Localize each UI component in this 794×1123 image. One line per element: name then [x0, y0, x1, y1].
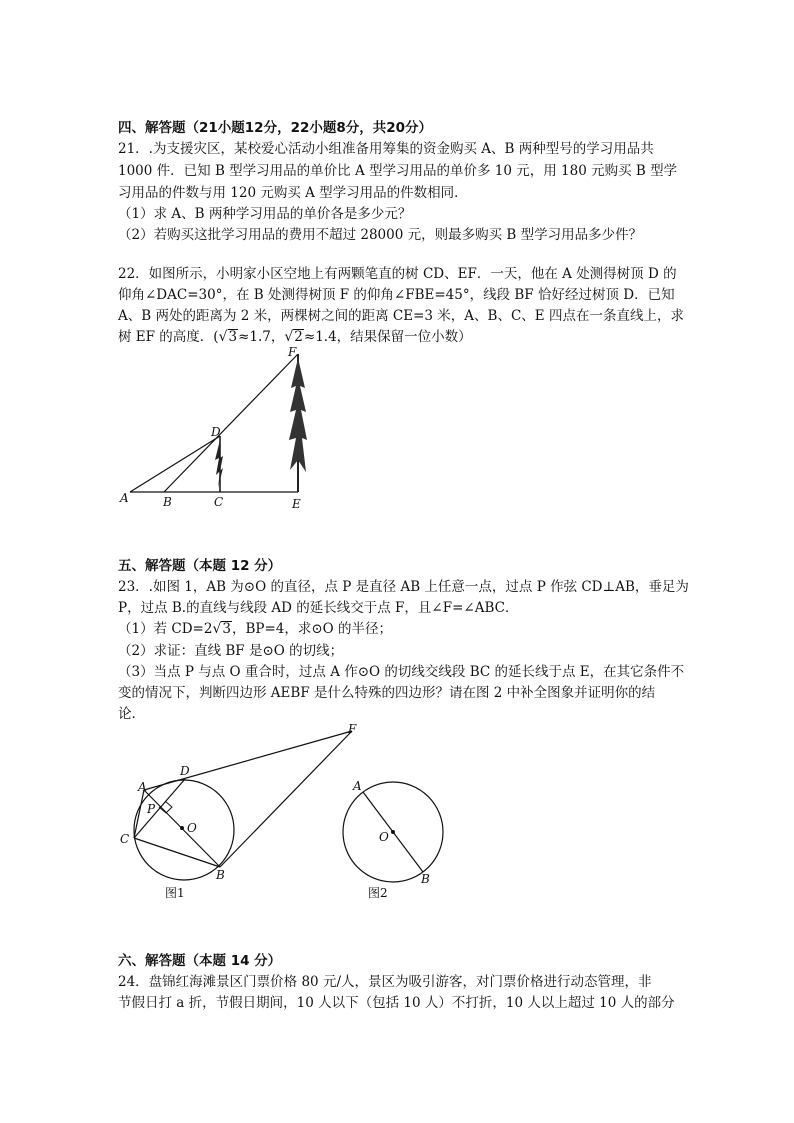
q23-part3-line2: 变的情况下，判断四边形 AEBF 是什么特殊的四边形？请在图 2 中补全图象并证明你的结: [118, 685, 656, 701]
q21-part1: （1）求 A、B 两种学习用品的单价各是多少元？: [118, 206, 412, 222]
q23-part3-line1: （3）当点 P 与点 O 重合时，过点 A 作⊙O 的切线交线段 BC 的延长线于点 E，在其它条件不: [118, 664, 685, 680]
q24-line1: 24．盘锦红海滩景区门票价格 80 元/人，景区为吸引游客，对门票价格进行动态管理，非: [118, 974, 652, 990]
q23-line1: 23．.如图 1，AB 为⊙O 的直径，点 P 是直径 AB 上任意一点，过点 P 作弦 CD⊥AB，垂足为: [118, 579, 689, 595]
section6-heading: 六、解答题（本题 14 分）: [118, 953, 282, 969]
q24-line2: 节假日打 a 折，节假日期间，10 人以下（包括 10 人）不打折，10 人以上超过 10 人的部分: [118, 995, 675, 1011]
q22-line3: A、B 两处的距离为 2 米，两棵树之间的距离 CE=3 米，A、B、C、E 四点在一条直线上，求: [118, 308, 684, 324]
figure1-caption: 图1: [165, 886, 185, 900]
tree-figure: [110, 340, 330, 515]
line-BF: [164, 354, 298, 492]
sqrt-sign: √: [212, 621, 222, 637]
tree-EF-foliage: [289, 358, 307, 472]
circle-figure-2: [335, 770, 465, 910]
sqrt-sign: √: [218, 329, 228, 345]
label-E: E: [292, 497, 301, 511]
label-A: A: [138, 780, 147, 794]
sqrt3-value: 3: [228, 329, 238, 345]
sqrt2-value: 2: [294, 329, 303, 345]
label-C: C: [214, 495, 224, 509]
section5-heading: 五、解答题（本题 12 分）: [118, 558, 282, 574]
label-D: D: [211, 425, 221, 439]
q21-line3: 习用品的件数与用 120 元购买 A 型学习用品的件数相同．: [118, 185, 468, 201]
label-F: F: [288, 345, 297, 359]
center-dot: [391, 830, 395, 834]
label-O: O: [379, 830, 389, 844]
line-BF: [220, 731, 352, 867]
q22-line4-b: ≈1.7，: [238, 329, 285, 345]
line-AD: [130, 436, 220, 492]
line-AF: [144, 731, 352, 790]
q22-line1: 22．如图所示，小明家小区空地上有两颗笔直的树 CD、EF．一天，他在 A 处测得树顶 D 的: [118, 266, 677, 282]
label-B: B: [216, 868, 225, 882]
q23-part1: [118, 620, 392, 638]
q23-part1-b: ，BP=4，求⊙O 的半径；: [231, 621, 393, 637]
label-P: P: [147, 802, 156, 816]
q22-line2: 仰角∠DAC=30°，在 B 处测得树顶 F 的仰角∠FBE=45°，线段 BF 恰好经过树顶 D．已知: [118, 287, 675, 303]
q23-part2: （2）求证：直线 BF 是⊙O 的切线；: [118, 643, 344, 659]
q22-line4-a: 树 EF 的高度．(: [118, 329, 219, 345]
tree-CD-foliage: [215, 440, 223, 488]
section4-heading: 四、解答题（21小题12分，22小题8分，共20分）: [118, 120, 433, 136]
q23-line2: P，过点 B.的直线与线段 AD 的延长线交于点 F，且∠F=∠ABC．: [118, 600, 519, 616]
label-D: D: [180, 764, 190, 778]
label-A: A: [353, 779, 362, 793]
q23-part3-line3: 论．: [118, 706, 145, 722]
figure2-caption: 图2: [368, 886, 388, 900]
label-O: O: [187, 821, 197, 835]
q23-part1-a: （1）若 CD=2: [118, 621, 213, 637]
q23-sqrt3-value: 3: [222, 621, 231, 637]
circle-figure-1: [110, 715, 370, 905]
label-F: F: [348, 722, 357, 736]
center-dot: [180, 826, 184, 830]
sqrt-sign: √: [284, 329, 294, 345]
label-B: B: [421, 872, 430, 886]
q21-part2: （2）若购买这批学习用品的费用不超过 28000 元，则最多购买 B 型学习用品多少件？: [118, 227, 643, 243]
label-C: C: [120, 832, 130, 846]
q22-line4-c: ≈1.4，结果保留一位小数）: [303, 329, 472, 345]
label-A: A: [120, 491, 129, 505]
q21-line2: 1000 件．已知 B 型学习用品的单价比 A 型学习用品的单价多 10 元，用 180 元购买 B 型学: [118, 163, 678, 179]
q21-line1: 21．.为支援灾区，某校爱心活动小组准备用筹集的资金购买 A、B 两种型号的学习用品共: [118, 141, 654, 157]
label-B: B: [163, 495, 172, 509]
line-CA: [134, 790, 144, 838]
